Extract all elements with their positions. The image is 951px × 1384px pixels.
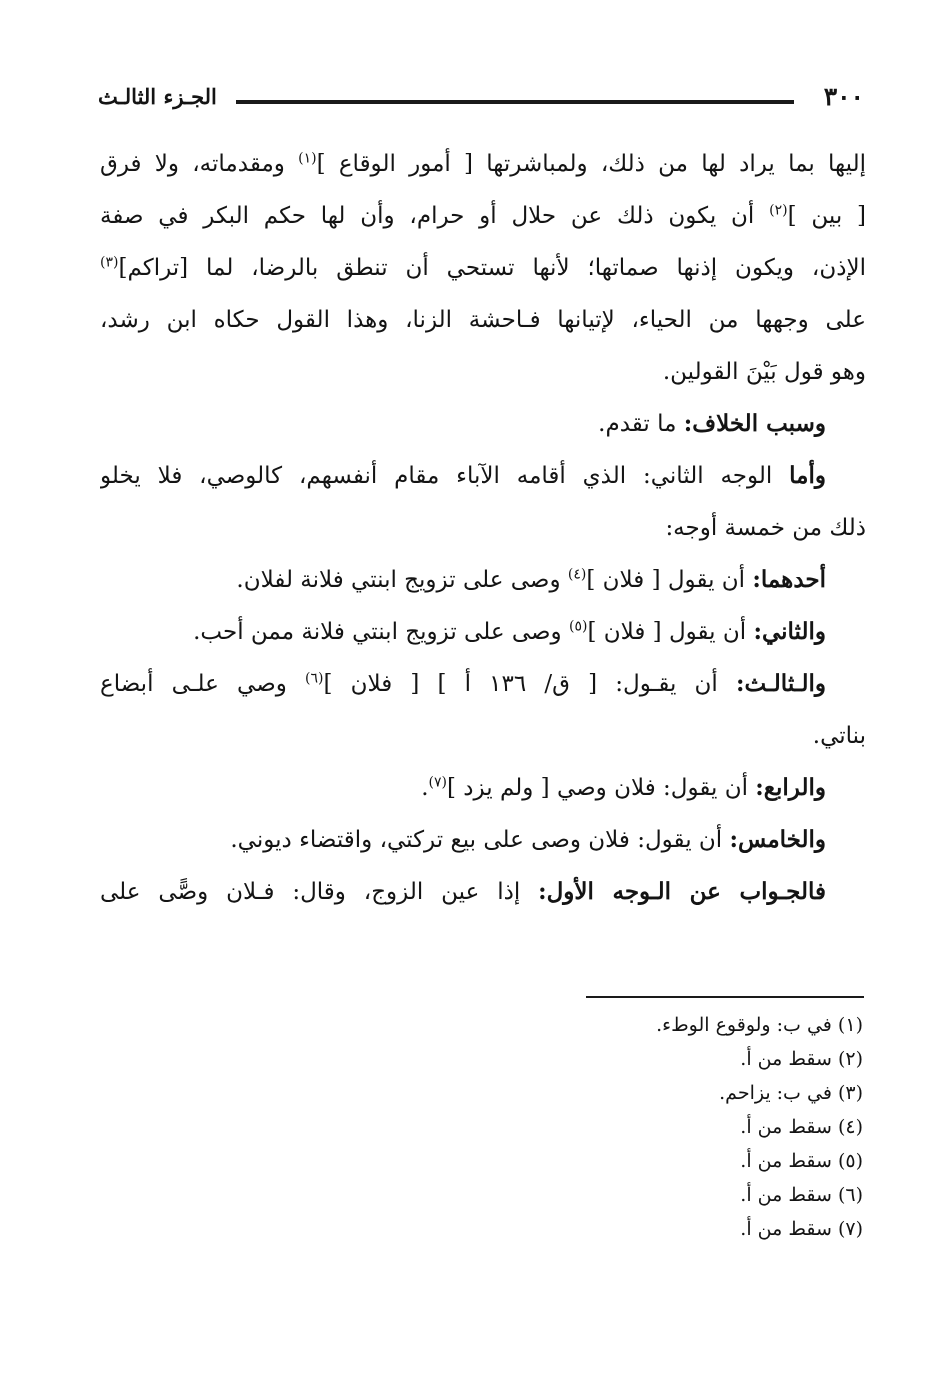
footnote-rule [586, 996, 864, 998]
footnote: (٦) سقط من أ. [740, 1184, 863, 1206]
header-rule [236, 100, 794, 104]
text-line: والرابع: أن يقول: فلان وصي [ ولم يزد ]$^{(٧)}$. [421, 774, 826, 801]
volume-title: الجـزء الثالـث [98, 84, 217, 109]
footnotes [363, 1008, 863, 1246]
text-line: على وجهها من الحياء، لإتيانها فـاحشة الزنا، وهذا القول حكاه ابن رشد، [100, 307, 866, 333]
footnote: (٢) سقط من أ. [740, 1048, 863, 1070]
text-line: إليها بما يراد لها من ذلك، ولمباشرتها [ أمور الوقاع ]$^{(١)}$ ومقدماته، ولا فرق [100, 150, 866, 177]
footnote-marker: (٢) [769, 202, 788, 219]
text-line: وسبب الخلاف: ما تقدم. [598, 410, 826, 437]
text-line: وهو قول بَيْنَ القولين. [662, 359, 866, 385]
text-line: الإذن، ويكون إذنها صماتها؛ لأنها تستحي أن تنطق بالرضا، لما [تراكم]$^{(٣)}$ [100, 254, 866, 281]
section-heading: والثاني: [753, 618, 826, 645]
section-heading: والخامس: [729, 826, 826, 853]
footnote: (٤) سقط من أ. [740, 1116, 863, 1138]
text-line: ذلك من خمسة أوجه: [665, 515, 866, 541]
text-line: والـثالـث: أن يقـول: [ ق/ ١٣٦ أ ] [ فلان ]$^{(٦)}$ وصي علـى أبضاع [100, 670, 826, 697]
footnote-marker: (٦) [305, 670, 324, 687]
footnote: (٧) سقط من أ. [740, 1218, 863, 1240]
footnote-marker: (٤) [567, 566, 587, 583]
text-line: والخامس: أن يقول: فلان وصى على بيع تركتي، واقتضاء ديوني. [230, 826, 826, 853]
footnote: (١) في ب: ولوقوع الوطء. [656, 1014, 863, 1036]
text-line: بناتي. [812, 723, 866, 749]
section-heading: وأما [789, 462, 826, 489]
text-line: والثاني: أن يقول [ فلان ]$^{(٥)}$ وصى على تزويج ابنتي فلانة ممن أحب. [193, 618, 826, 645]
section-heading: والرابع: [755, 774, 826, 801]
footnote-marker: (٣) [100, 254, 119, 271]
section-heading: فالجـواب عن الـوجه الأول: [538, 878, 826, 905]
footnote: (٥) سقط من أ. [740, 1150, 863, 1172]
footnote: (٣) في ب: يزاحم. [719, 1082, 863, 1104]
section-heading: وسبب الخلاف: [683, 410, 826, 437]
text-line: وأما الوجه الثاني: الذي أقامه الآباء مقام أنفسهم، كالوصي، فلا يخلو [100, 462, 826, 489]
footnote-marker: (٧) [428, 774, 448, 791]
running-header [98, 80, 864, 116]
footnote-marker: (٥) [568, 618, 588, 635]
footnote-marker: (١) [298, 150, 317, 167]
text-line: أحدهما: أن يقول [ فلان ]$^{(٤)}$ وصى على تزويج ابنتي فلانة لفلان. [236, 566, 826, 593]
section-heading: أحدهما: [752, 566, 826, 593]
text-line: [ بين ]$^{(٢)}$ أن يكون ذلك عن حلال أو حرام، وأن لها حكم البكر في صفة [100, 202, 866, 229]
main-text [100, 138, 866, 918]
text-line: فالجـواب عن الـوجه الأول: إذا عين الزوج، وقال: فـلان وصًّى على [100, 878, 826, 905]
page-number: ٣٠٠ [823, 82, 864, 111]
section-heading: والـثالـث: [735, 670, 826, 697]
